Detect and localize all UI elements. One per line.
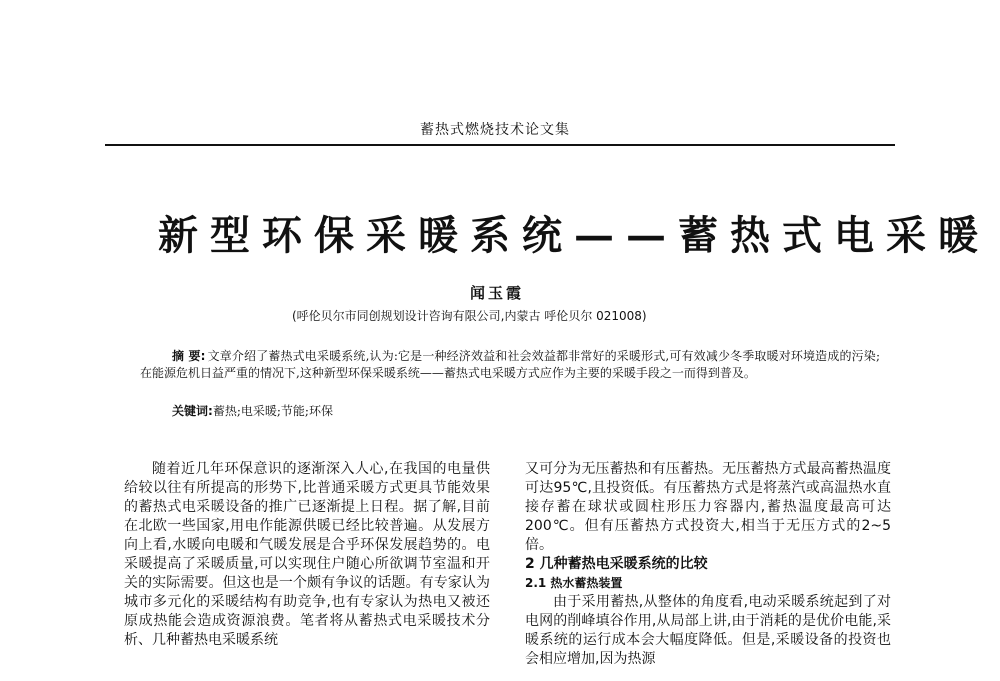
keywords-text: 蓄热;电采暖;节能;环保 — [212, 404, 333, 418]
body-column-left — [124, 460, 490, 650]
paper-title: 新型环保采暖系统——蓄热式电采暖 — [158, 212, 990, 259]
abstract-label: 摘 要: — [172, 349, 206, 363]
body-paragraph: 由于采用蓄热,从整体的角度看,电动采暖系统起到了对电网的削峰填谷作用,从局部上讲,由于消耗的是优价电能,采暖系统的运行成本会大幅度降低。但是,采暖设备的投资也会相应增加,因为热源 — [525, 594, 891, 667]
author-affiliation: (呼伦贝尔市同创规划设计咨询有限公司,内蒙古 呼伦贝尔 021008) — [292, 309, 647, 323]
header-rule — [105, 144, 895, 146]
author-name: 闻玉霞 — [470, 284, 525, 302]
running-header: 蓄热式燃烧技术论文集 — [420, 122, 570, 138]
keywords — [172, 402, 333, 419]
keywords-label: 关键词: — [172, 404, 213, 418]
subsection-heading: 2.1 热水蓄热装置 — [525, 576, 623, 590]
section-heading: 2 几种蓄热电采暖系统的比较 — [525, 556, 708, 572]
body-paragraph: 又可分为无压蓄热和有压蓄热。无压蓄热方式最高蓄热温度可达95℃,且投资低。有压蓄热方式是将蒸汽或高温热水直接存蓄在球状或圆柱形压力容器内,蓄热温度最高可达200℃。但有压蓄热方式投资大,相当于无压方式的2~5倍。 — [525, 461, 891, 553]
abstract — [140, 348, 880, 382]
body-column-right — [525, 460, 891, 669]
body-paragraph: 随着近几年环保意识的逐渐深入人心,在我国的电量供给较以往有所提高的形势下,比普通采暖方式更具节能效果的蓄热式电采暖设备的推广已逐渐提上日程。据了解,目前在北欧一些国家,用电作能源供暖已经比较普遍。从发展方向上看,水暖向电暖和气暖发展是合乎环保发展趋势的。电采暖提高了采暖质量,可以实现住户随心所欲调节室温和开关的实际需要。但这也是一个颇有争议的话题。有专家认为城市多元化的采暖结构有助竞争,也有专家认为热电又被还原成热能会造成资源浪费。笔者将从蓄热式电采暖技术分析、几种蓄热电采暖系统 — [124, 461, 490, 648]
abstract-text: 文章介绍了蓄热式电采暖系统,认为:它是一种经济效益和社会效益都非常好的采暖形式,可有效减少冬季取暖对环境造成的污染;在能源危机日益严重的情况下,这种新型环保采暖系统——蓄热式电采暖方式应作为主要的采暖手段之一而得到普及。 — [140, 349, 880, 380]
